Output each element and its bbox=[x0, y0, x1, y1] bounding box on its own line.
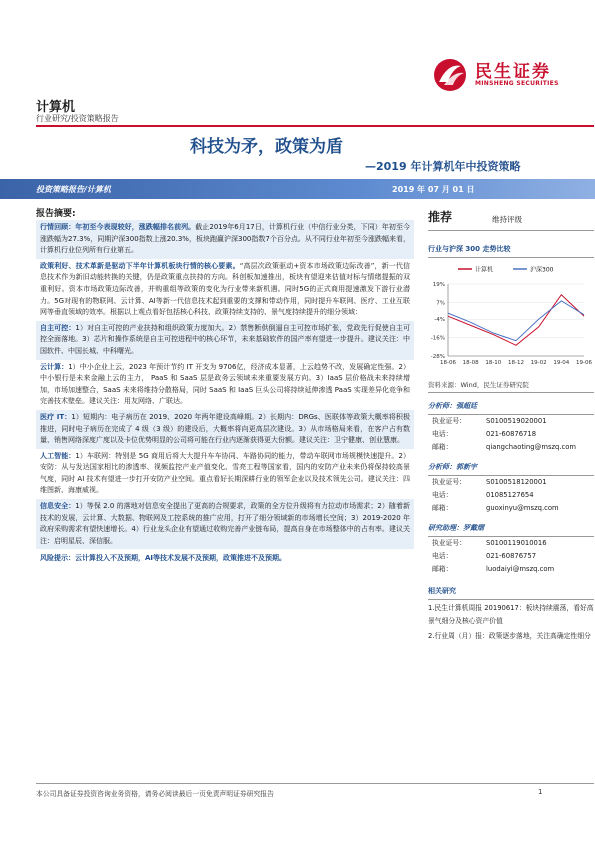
paragraph-medical-it bbox=[36, 410, 414, 449]
x-tick-label: 18-12 bbox=[508, 360, 524, 366]
analyst-key: 电话： bbox=[432, 552, 453, 560]
analyst-cert bbox=[428, 476, 594, 489]
paragraph-body: “高层次政策驱动+资本市场政策边际改善”，新一代信息技术作为新旧动能转换的关键，仍是政策重点扶持的方向。科创板加速推出，板块有望迎来估值对标与情绪提振的双重利好。资本市场政策边际改善，并购重组等政策的变化为行业带来新机遇。同时5G的正式商用提速激发下游行业潜力。5G对现有的物联网、云计算、AI等新一代信息技术起到重要的支撑和带动作用，同时提升车联网、医疗、工业互联网等垂直领域的效率。根据以上观点看好包括核心科技、政策持续支持的、景气度持续提升的细分领域： bbox=[40, 261, 410, 317]
analyst-block-2 bbox=[428, 460, 594, 515]
paragraph-body: 截止2019年6月17日，计算机行业（中信行业分类，下同）年初至今涨跌幅为27.3%，同期沪深300指数上涨20.3%，板块跑赢沪深300指数7个百分点。从不同行业年初至今涨跌幅来看，计算机行业位列所有行业第五。 bbox=[40, 223, 410, 255]
x-tick-label: 19-04 bbox=[553, 360, 570, 366]
paragraph-drivers bbox=[36, 259, 414, 321]
band-category: 投资策略报告/计算机 bbox=[36, 185, 111, 194]
analyst-key: 电话： bbox=[432, 430, 453, 438]
trend-chart-svg bbox=[428, 260, 594, 378]
paragraph-body: 1）中小企业上云，2023 年预计节约 IT 开支为 9706亿，经济成本显著，上云趋势不改，发展确定性强。2）中小银行是未来金融上云的主力， PaaS 和 SaaS 层是政务云领域未来重要发展方向。3）IaaS 层价格战未来持续增加，市场加速整合，SaaS 未来将维持分散格局，同时 SaaS 和 IaaS 巨头公司将持续延伸渗透 PaaS 实现差异化竞争和完善技术壁垒。建议关注：用友网络、广联达。 bbox=[40, 362, 411, 406]
logo-text-cn: 民生证券 bbox=[475, 62, 551, 82]
analyst-name: 分析师：强超廷 bbox=[428, 399, 594, 415]
risk-lead: 风险提示： bbox=[40, 554, 75, 563]
analyst-email bbox=[428, 563, 594, 576]
risk-warning bbox=[36, 549, 414, 567]
analyst-key: 执业证号： bbox=[432, 539, 466, 547]
series-line bbox=[448, 301, 584, 341]
summary-body bbox=[36, 220, 414, 755]
related-research-title: 相关研究 bbox=[428, 586, 594, 600]
summary-label: 报告摘要: bbox=[36, 209, 76, 219]
logo-text-en: MINSHENG SECURITIES bbox=[475, 80, 559, 87]
analyst-name: 分析师：郭新宇 bbox=[428, 460, 594, 476]
report-subtitle: —2019 年计算机年中投资策略 bbox=[365, 160, 521, 173]
sidebar bbox=[428, 206, 594, 643]
paragraph-cloud bbox=[36, 360, 414, 410]
x-tick-label: 19-02 bbox=[530, 360, 547, 366]
paragraph-body: 1）短期内：电子病历在 2019、2020 年两年建设高峰期。2）长期内：DRGs、医联体等政策大概率将积极推进，同时电子病历在完成了 4 级（3 级）的建设后，大概率将向更高层次建设。3）从市场格局来看，在客户占有数量、销售网络深度广度以及卡位优势明显的公司将可能在行业内逐渐获得更大份额。建议关注：卫宁健康、创业慧康。 bbox=[40, 412, 410, 445]
analyst-value: 021-60876718 bbox=[486, 430, 537, 438]
band-date: 2019 年 07 月 01 日 bbox=[392, 185, 475, 194]
analyst-phone bbox=[428, 489, 594, 502]
analyst-key: 邮箱： bbox=[432, 504, 453, 512]
analyst-key: 邮箱： bbox=[432, 565, 453, 573]
analyst-key: 邮箱： bbox=[432, 443, 453, 451]
rating-row bbox=[428, 206, 594, 232]
y-tick-label: 19% bbox=[432, 282, 445, 288]
analyst-email-link[interactable]: qiangchaoting@mszq.com bbox=[486, 443, 577, 451]
analyst-email bbox=[428, 502, 594, 515]
analyst-key: 电话： bbox=[432, 491, 453, 499]
paragraph-lead: 行情回顾：年初至今表现较好，涨跌幅排名前列。 bbox=[40, 223, 196, 231]
y-tick-label: -4% bbox=[434, 317, 445, 324]
report-title: 科技为矛，政策为盾 bbox=[190, 137, 343, 157]
paragraph-lead: 自主可控： bbox=[40, 323, 76, 332]
analyst-value: 021-60876757 bbox=[486, 552, 537, 560]
chart-source: 资料来源：Wind，民生证券研究院 bbox=[428, 380, 594, 393]
analyst-email bbox=[428, 441, 594, 454]
header-divider bbox=[36, 125, 594, 127]
x-tick-label: 18-06 bbox=[440, 360, 456, 366]
paragraph-ai bbox=[36, 449, 414, 499]
analyst-value: S0100119010016 bbox=[486, 539, 547, 547]
analyst-block-3 bbox=[428, 521, 594, 576]
rating-main: 推荐 bbox=[428, 210, 453, 224]
footer-divider bbox=[36, 783, 594, 784]
analyst-value: S0100518120001 bbox=[486, 478, 547, 486]
paragraph-body: 1）对自主可控的产业扶持和组织政策力度加大。2）禁售断供倒逼自主可控市场扩张，党政先行促使自主可控全面落地。3）芯片和操作系统是自主可控进程中的核心环节，未来基础软件的国产率有望进一步提升。建议关注：中国软件、中国长城、中科曙光。 bbox=[40, 323, 411, 355]
paragraph-lead: 云计算： bbox=[40, 362, 69, 371]
related-research-item[interactable]: 2.行业周（月）报：政策逐步落地，关注高确定性细分 bbox=[428, 632, 591, 640]
paragraph-lead: 政策利好、技术革新是驱动下半年计算机板块行情的核心要素。 bbox=[40, 261, 240, 270]
rating-divider bbox=[428, 230, 594, 231]
y-tick-label: -16% bbox=[430, 335, 445, 342]
analyst-phone bbox=[428, 428, 594, 441]
report-type: 行业研究/投资策略报告 bbox=[36, 114, 119, 123]
chart-title: 行业与沪深 300 走势比较 bbox=[428, 244, 594, 258]
legend-label: 沪深300 bbox=[530, 266, 554, 274]
industry-title: 计算机 bbox=[36, 100, 76, 115]
trend-chart bbox=[428, 260, 594, 378]
paragraph-autonomy bbox=[36, 321, 414, 360]
rating-sub: 维持评级 bbox=[492, 215, 522, 224]
y-tick-label: 7% bbox=[436, 300, 445, 307]
y-tick-label: -28% bbox=[430, 354, 445, 360]
analyst-value: S0100519020001 bbox=[486, 417, 547, 425]
analyst-name: 研究助理：罗戴熠 bbox=[428, 521, 594, 537]
paragraph-review bbox=[36, 220, 414, 259]
analyst-block-1 bbox=[428, 399, 594, 454]
paragraph-body: 1）等保 2.0 的落地对信息安全提出了更高的合规要求，政策的全方位升级将有力拉动市场需求；2）随着新技术的发展，云计算、大数据、物联网及工控系统的推广应用，打开了细分领域新的市场增长空间；3）2019-2020 年政府采购需求有望快速增长。4）行业龙头企业有望通过收购完善产业链布局，提高自身在市场整体中的占有率。建议关注：启明星辰、深信服。 bbox=[40, 502, 410, 545]
related-research-item[interactable]: 1.民生计算机周报 20190617：板块持续震荡，看好高景气细分及核心资产价值 bbox=[428, 604, 594, 625]
analyst-value: 01085127654 bbox=[486, 491, 534, 499]
paragraph-security bbox=[36, 499, 414, 549]
analyst-cert bbox=[428, 537, 594, 550]
page-number: 1 bbox=[538, 788, 543, 796]
x-tick-label: 18-10 bbox=[485, 360, 502, 366]
analyst-cert bbox=[428, 415, 594, 428]
analyst-key: 执业证号： bbox=[432, 478, 466, 486]
legend-label: 计算机 bbox=[475, 266, 494, 274]
analyst-phone bbox=[428, 550, 594, 563]
paragraph-lead: 医疗 IT： bbox=[40, 412, 72, 421]
x-tick-label: 18-08 bbox=[462, 360, 479, 366]
x-tick-label: 19-06 bbox=[576, 360, 592, 366]
paragraph-lead: 信息安全： bbox=[40, 502, 76, 511]
paragraph-body: 1）车联网：特别是 5G 商用后将大大提升车车协同、车路协同的能力，带动车联网市场规模快速提升。2）安防：从与发达国家相比的渗透率、视频监控产业产值变化、雪亮工程等国家看，国内的安防产业未来仍将保持较高景气度，同时 AI 技术有望进一步打开安防产业空间。重点看好长期深耕行业的领军企业以及技术领先公司。建议关注：四维图新、海康威视。 bbox=[40, 451, 411, 495]
analyst-email-link[interactable]: guoxinyu@mszq.com bbox=[486, 504, 559, 512]
analyst-key: 执业证号： bbox=[432, 417, 466, 425]
paragraph-lead: 人工智能： bbox=[40, 451, 76, 460]
footer-disclaimer: 本公司具备证券投资咨询业务资格，请务必阅读最后一页免责声明证券研究报告 bbox=[36, 790, 274, 798]
analyst-email-link[interactable]: luodaiyi@mszq.com bbox=[486, 565, 555, 573]
risk-body: 云计算投入不及预期，AI等技术发展不及预期，政策推进不及预期。 bbox=[75, 554, 287, 563]
